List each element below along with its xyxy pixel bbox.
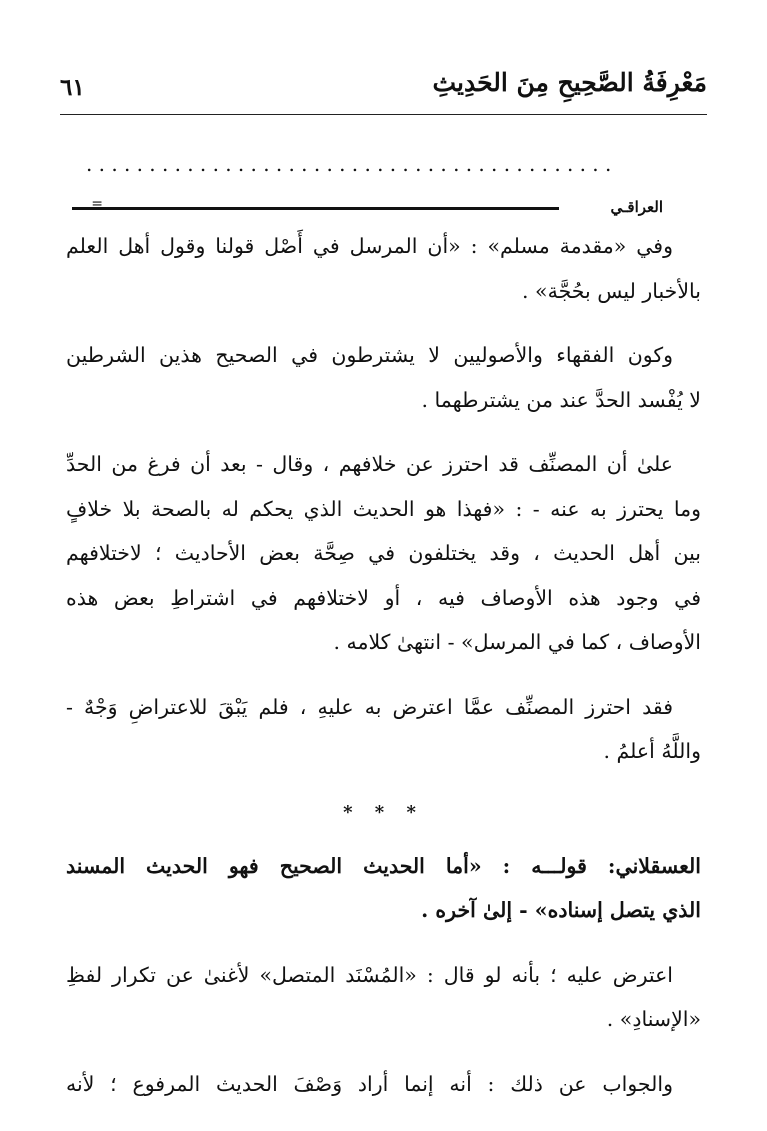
paragraph (66, 224, 701, 313)
commentary-rule (72, 207, 559, 210)
page-number: ٦١ (60, 74, 85, 101)
page-body (66, 224, 701, 1126)
text-line: «الإسنادِ» . (606, 1007, 701, 1031)
text-line: الذي يتصل إسناده» - إلىٰ آخره . (421, 898, 701, 922)
paragraph (66, 685, 701, 774)
dotted-separator: .......................................... (86, 152, 618, 176)
paragraph (66, 1062, 701, 1107)
paragraph (66, 953, 701, 1042)
text-line: واللَّهُ أعلمُ . (603, 739, 701, 763)
running-title: مَعْرِفَةُ الصَّحِيحِ مِنَ الحَدِيثِ (432, 68, 707, 97)
text-line: بين أهل الحديث ، وقد يختلفون في صِحَّة بعض الأحاديث ؛ لاختلافهم (66, 541, 701, 565)
text-line: فقد احترز المصنِّف عمَّا اعترض به عليهِ ، فلم يَبْقَ للاعتراضِ وَجْهٌ - (66, 694, 673, 719)
text-line: العسقلاني: قولـــه : «أما الحديث الصحيح فهو الحديث المسند (66, 853, 701, 878)
text-line: وفي «مقدمة مسلم» : «أن المرسل في أَصْل قولنا وقول أهل العلم (66, 234, 673, 258)
page-header (60, 68, 707, 114)
asqalani-heading-paragraph (66, 844, 701, 933)
iraqi-commentary-label: العراقـي (610, 198, 663, 216)
header-divider (60, 114, 707, 115)
text-line: علىٰ أن المصنِّف قد احترز عن خلافهم ، وقال - بعد أن فرغ من الحدِّ (66, 452, 673, 476)
text-line: في وجود هذه الأوصاف فيه ، أو لاختلافهم في اشتراطِ بعض هذه (66, 585, 701, 610)
text-line: اعترض عليه ؛ بأنه لو قال : «المُسْنَد المتصل» لأغنىٰ عن تكرار لفظِ (66, 962, 673, 987)
text-line: الأوصاف ، كما في المرسل» - انتهىٰ كلامه . (333, 630, 701, 654)
text-line: والجواب عن ذلك : أنه إنما أراد وَصْفَ الحديث المرفوع ؛ لأنه (66, 1071, 673, 1096)
text-line: وكون الفقهاء والأصوليين لا يشترطون في الصحيح هذين الشرطين (66, 343, 673, 367)
section-separator: * * * (343, 801, 424, 823)
paragraph (66, 333, 701, 422)
paragraph (66, 442, 701, 665)
text-line: بالأخبار ليس بحُجَّة» . (522, 278, 701, 303)
text-line: وما يحترز به عنه - : «فهذا هو الحديث الذي يحكم له بالصحة بلا خلافٍ (66, 496, 701, 521)
text-line: لا يُفْسد الحدَّ عند من يشترطهما . (421, 387, 701, 412)
